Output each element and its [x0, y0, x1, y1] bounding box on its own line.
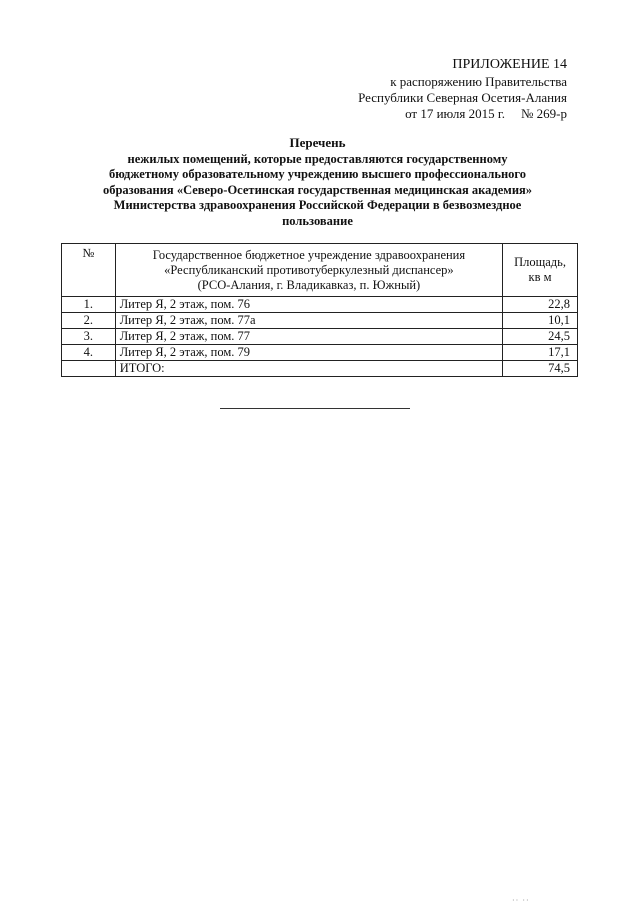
- document-title: [80, 135, 555, 229]
- table-row: [62, 345, 578, 361]
- row-area: 24,5: [503, 329, 578, 345]
- header-area-line: кв м: [528, 270, 552, 284]
- header-institution-line: «Республиканский противотуберкулезный диспансер»: [164, 262, 454, 277]
- row-area: 22,8: [503, 297, 578, 313]
- table-row: [62, 329, 578, 345]
- header-number: №: [62, 244, 116, 297]
- appendix-block: [247, 56, 567, 122]
- table-row: [62, 313, 578, 329]
- scan-marks: ·· ··: [512, 896, 530, 905]
- table-row: [62, 297, 578, 313]
- appendix-decree-line: к распоряжению Правительства: [390, 74, 567, 89]
- premises-table: [61, 243, 578, 377]
- title-line-5: пользование: [282, 213, 353, 228]
- row-area: 17,1: [503, 345, 578, 361]
- row-premises: Литер Я, 2 этаж, пом. 76: [115, 297, 502, 313]
- title-line-3: образования «Северо-Осетинская государственная медицинская академия»: [102, 182, 533, 197]
- appendix-date-line: [247, 106, 567, 122]
- title-heading: Перечень: [289, 135, 346, 150]
- appendix-number: № 269-р: [521, 106, 567, 121]
- row-area: 10,1: [503, 313, 578, 329]
- table-total-row: [62, 361, 578, 377]
- appendix-date: от 17 июля 2015 г.: [405, 106, 506, 121]
- header-area-line: Площадь,: [514, 255, 566, 269]
- row-number: 1.: [62, 297, 116, 313]
- total-number-cell: [62, 361, 116, 377]
- title-line-2: бюджетному образовательному учреждению высшего профессионального: [108, 167, 527, 181]
- header-institution: [115, 244, 502, 297]
- closing-rule: [220, 408, 410, 409]
- title-line-1: нежилых помещений, которые предоставляются государственному: [127, 151, 508, 166]
- total-label: ИТОГО:: [115, 361, 502, 377]
- row-premises: Литер Я, 2 этаж, пом. 77: [115, 329, 502, 345]
- table-header-row: [62, 244, 578, 297]
- row-premises: Литер Я, 2 этаж, пом. 77а: [115, 313, 502, 329]
- header-institution-line: Государственное бюджетное учреждение здравоохранения: [152, 247, 466, 262]
- row-premises: Литер Я, 2 этаж, пом. 79: [115, 345, 502, 361]
- row-number: 2.: [62, 313, 116, 329]
- row-number: 4.: [62, 345, 116, 361]
- appendix-republic-line: Республики Северная Осетия-Алания: [358, 90, 567, 105]
- total-area: 74,5: [503, 361, 578, 377]
- header-institution-line: (РСО-Алания, г. Владикавказ, п. Южный): [197, 277, 421, 292]
- header-area: [503, 244, 578, 297]
- appendix-title: ПРИЛОЖЕНИЕ 14: [452, 57, 567, 72]
- title-line-4: Министерства здравоохранения Российской Федерации в безвозмездное: [113, 198, 522, 212]
- row-number: 3.: [62, 329, 116, 345]
